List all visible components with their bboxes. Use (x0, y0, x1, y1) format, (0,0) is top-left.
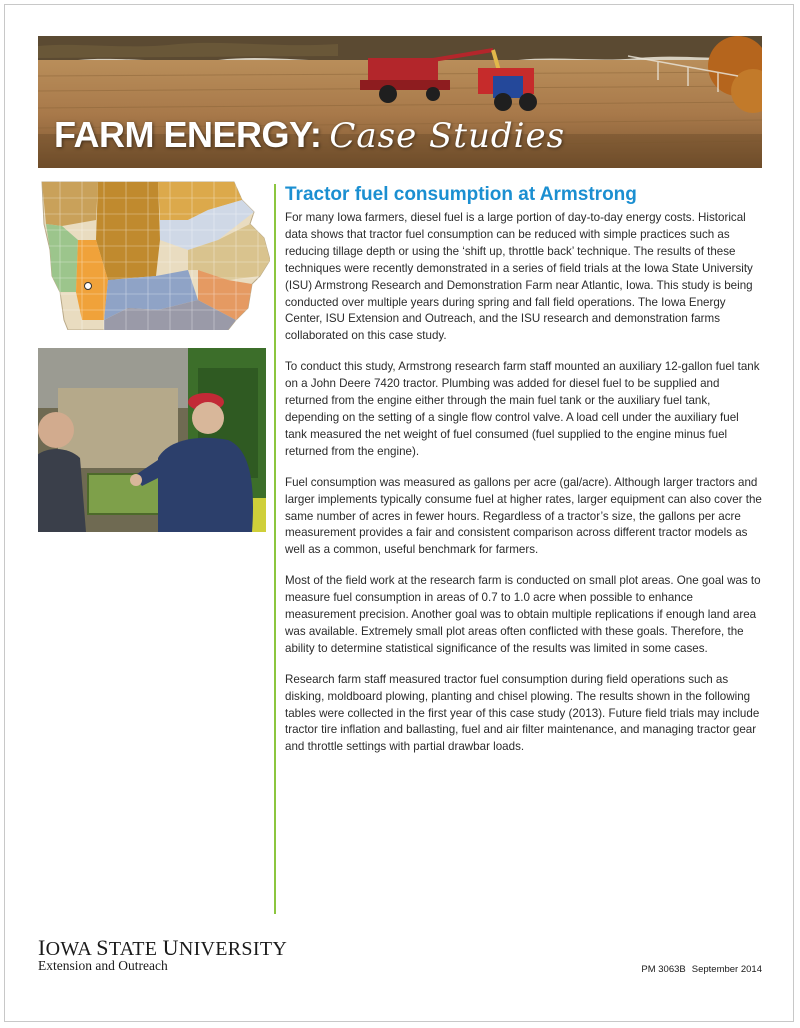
publication-number: PM 3063B (641, 964, 686, 975)
article (285, 184, 763, 770)
article-paragraph-1: For many Iowa farmers, diesel fuel is a large portion of day-to-day energy costs. Historical data shows that tractor fuel consumption can be reduced with simple practices such as reducing tillage depth or using the ‘shift up, throttle back’ technique. The results of these techniques were recently demonstrated in a series of field trials at the Iowa State University (ISU) Armstrong Research and Demonstration Farm near Atlantic, Iowa. This study is being conducted over multiple years during spring and fall field operations. The Iowa Energy Center, ISU Extension and Outreach, and the ISU research and demonstration farms collaborated on this case study. (285, 211, 753, 343)
armstrong-location-marker (85, 283, 92, 290)
article-paragraph-2: To conduct this study, Armstrong research farm staff mounted an auxiliary 12-gallon fuel tank on a John Deere 7420 tractor. Plumbing was added for diesel fuel to be supplied and returned from the engine either through the main fuel tank or the auxiliary fuel tank, depending on the setting of a single flow control valve. A load cell under the auxiliary fuel tank measured the net weight of fuel consumed (fuel supplied to the engine minus fuel returned from the engine). (285, 360, 760, 458)
extension-outreach-label: Extension and Outreach (38, 958, 168, 973)
university-logo-text: IOWA STATE UNIVERSITY (38, 935, 288, 960)
article-paragraph-4: Most of the field work at the research farm is conducted on small plot areas. One goal was to measure fuel consumption in areas of 0.7 to 1.0 acre when possible to enhance measurement precision. Another goal was to obtain multiple replications if enough land area was available. Extremely small plot areas often conflicted with these goals. Therefore, the ability to determine statistical significance of the results was limited in some cases. (285, 574, 761, 655)
banner-title (54, 114, 565, 156)
article-title: Tractor fuel consumption at Armstrong (285, 184, 637, 205)
iowa-map-image (38, 180, 270, 330)
article-paragraph-3: Fuel consumption was measured as gallons per acre (gal/acre). Although larger tractors and larger implements typically consume fuel at higher rates, larger equipment can also cover the same number of acres in fewer hours. Regardless of a tractor’s size, the gallons per acre measurement provides a fair and consistent comparison across different tractor models as well as a common, useful benchmark for farmers. (285, 475, 762, 557)
publication-info (641, 964, 762, 975)
publication-date: September 2014 (691, 964, 762, 975)
banner-title-bold: FARM ENERGY: (54, 114, 322, 155)
header-banner (38, 36, 762, 168)
column-divider (274, 184, 276, 914)
article-paragraph-5: Research farm staff measured tractor fuel consumption during field operations such as disking, moldboard plowing, planting and chisel plowing. The results shown in the following tables were collected in the first year of this case study (2013). Future field trials may include tractor tire inflation and ballasting, fuel and air filter maintenance, and managing tractor gear and throttle settings with partial drawbar loads. (285, 672, 760, 754)
fuel-tank-photo (38, 348, 266, 532)
banner-title-script: Case Studies (329, 116, 566, 156)
